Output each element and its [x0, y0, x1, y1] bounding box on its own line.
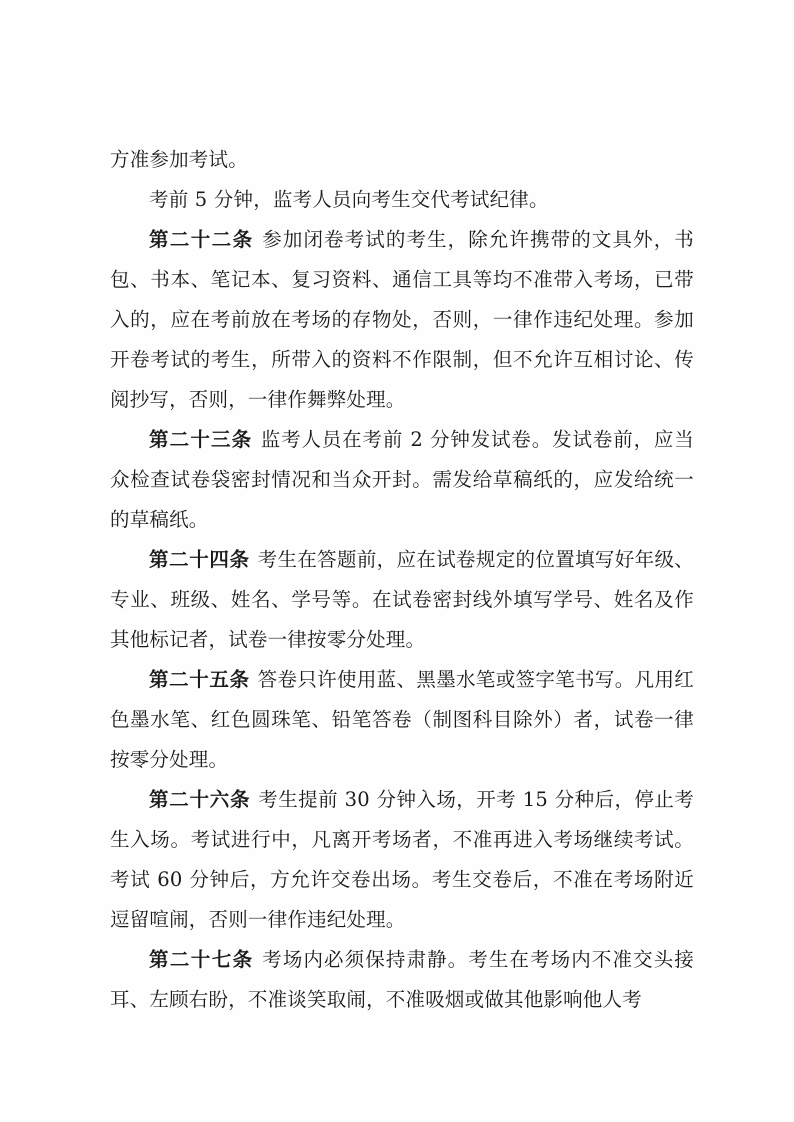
article-heading: 第二十三条: [149, 428, 253, 451]
document-body: [110, 140, 694, 1020]
paragraph-text: 考生在答题前，应在试卷规定的位置填写好年级、专业、班级、姓名、学号等。在试卷密封线外填写学号、姓名及作其他标记者，试卷一律按零分处理。: [110, 548, 694, 651]
paragraph-exam-discipline: [110, 180, 694, 220]
paragraph-text: 答卷只许使用蓝、黑墨水笔或签字笔书写。凡用红色墨水笔、红色圆珠笔、铅笔答卷（制图科目除外）者，试卷一律按零分处理。: [110, 668, 694, 771]
paragraph-article-27: [110, 940, 694, 1020]
paragraph-text: 监考人员在考前 2 分钟发试卷。发试卷前，应当众检查试卷袋密封情况和当众开封。需发给草稿纸的，应发给统一的草稿纸。: [110, 428, 694, 531]
article-heading: 第二十七条: [149, 948, 254, 971]
paragraph-article-24: [110, 540, 694, 660]
paragraph-article-23: [110, 420, 694, 540]
paragraph-continuation: [110, 140, 694, 180]
paragraph-article-25: [110, 660, 694, 780]
paragraph-text: 考前 5 分钟，监考人员向考生交代考试纪律。: [149, 188, 549, 211]
paragraph-text: 考生提前 30 分钟入场，开考 15 分种后，停止考生入场。考试进行中，凡离开考场者，不准再进入考场继续考试。考试 60 分钟后，方允许交卷出场。考生交卷后，不准在考场附近逗留喧闹，否则一律作违纪处理。: [110, 788, 694, 931]
article-heading: 第二十五条: [149, 668, 250, 691]
paragraph-text: 参加闭卷考试的考生，除允许携带的文具外，书包、书本、笔记本、复习资料、通信工具等均不准带入考场，已带入的，应在考前放在考场的存物处，否则，一律作违纪处理。参加开卷考试的考生，所带入的资料不作限制，但不允许互相讨论、传阅抄写，否则，一律作舞弊处理。: [110, 228, 694, 411]
article-heading: 第二十四条: [149, 548, 250, 571]
article-heading: 第二十六条: [149, 788, 251, 811]
paragraph-text: 方准参加考试。: [110, 148, 248, 171]
paragraph-article-22: [110, 220, 694, 420]
article-heading: 第二十二条: [149, 228, 254, 251]
paragraph-text: 考场内必须保持肃静。考生在考场内不准交头接耳、左顾右盼，不准谈笑取闹，不准吸烟或做其他影响他人考: [110, 948, 694, 1011]
paragraph-article-26: [110, 780, 694, 940]
